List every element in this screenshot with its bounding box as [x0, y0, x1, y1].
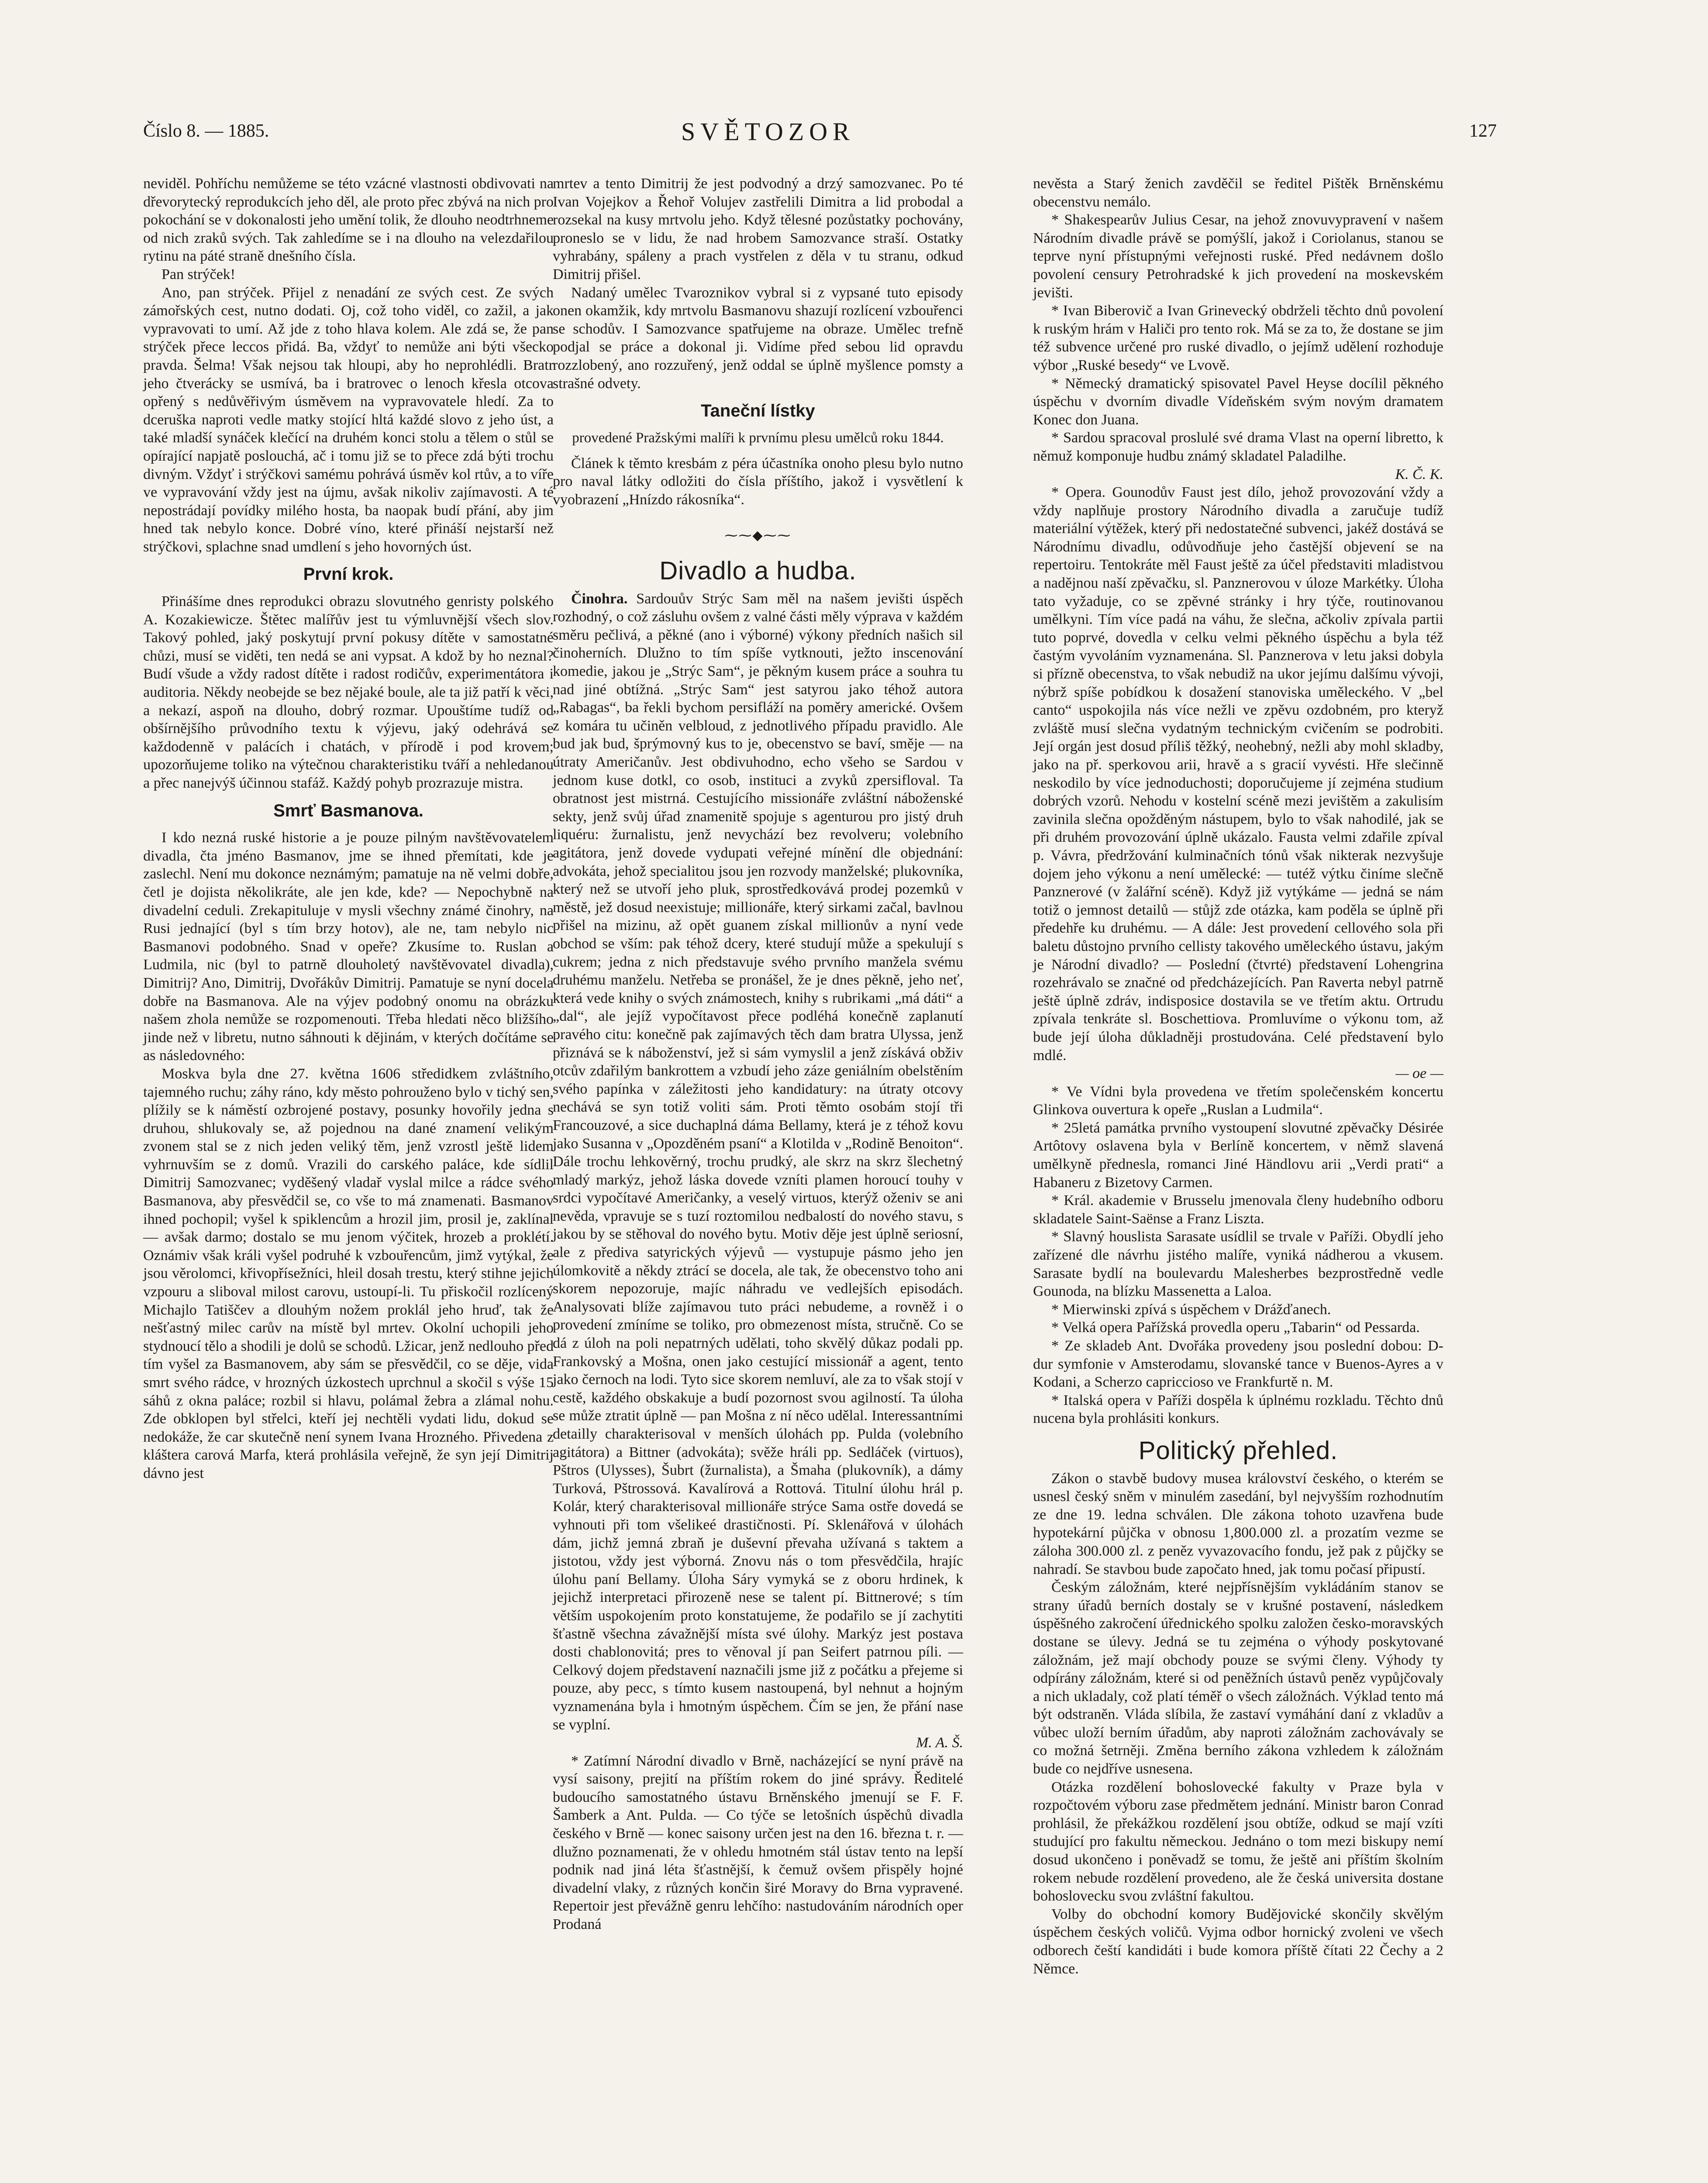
paragraph: * Sardou spracoval proslulé své drama Vlast na operní libretto, k němuž komponuje hudbu známý skladatel Paladilhe. [1033, 430, 1443, 464]
column-1 [143, 175, 554, 1483]
paragraph: Českým záložnám, které nejpřísnějším vykládáním stanov se strany úřadů berních dostaly se v krušné postavení, následkem úspěšného zakročení úřednického spolku založen česko-moravských dostane se úlevy. Jedná se tu zejména o výhody poskytované záložnám, jež mají obchody pouze se svými členy. Výhody ty odpírány záložnám, které si od peněžních ústavů peněz vypůjčovaly a nich ukladaly, což platí téměř o všech záložnách. Výklad tento má být odstraněn. Vláda slíbila, že zastaví vymáhání daní z vkladův a vůbec uloží berním úřadům, aby naproti záložnám zachovávaly se co možná šetrněji. Změna berního zákona vzhledem k záložnám bude co nejdříve usnesena. [1033, 1579, 1443, 1777]
column-3 [1033, 175, 1443, 1978]
paragraph: * Král. akademie v Brusselu jmenovala členy hudebního odboru skladatele Saint-Saënse a Franz Liszta. [1033, 1192, 1443, 1227]
paragraph: * Německý dramatický spisovatel Pavel Heyse docílil pěkného úspěchu v dvorním divadle Vídeňském svým novým dramatem Konec don Juana. [1033, 375, 1443, 428]
page-number: 127 [1469, 121, 1497, 141]
paragraph: * Slavný houslista Sarasate usídlil se trvale v Paříži. Obydlí jeho zařízené dle návrhu jistého malíře, vyniká nádherou a vkusem. Sarasate bydlí na boulevardu Malesherbes bezprostředně vedle Gounoda, na blízku Massenetta a Laloa. [1033, 1229, 1443, 1300]
section-heading: Taneční lístky [701, 401, 815, 421]
paragraph-text: Sardouův Strýc Sam měl na našem jevišti úspěch rozhodný, o což zásluhu ovšem z valné části měly výprava v každém směru pečlivá, a pěkné (ano i výborné) výkony předních našich sil činoherních. Dlužno to tím spíše vytknouti, ježto inscenování komedie, jakou je „Strýc Sam“, je pěkným kusem práce a souhra tu nad jiné obtížná. „Strýc Sam“ jest satyrou jako téhož autora „Rabagas“, ba řekli bychom persifláží na poměry americké. Ovšem z komára tu učiněn velbloud, z jednotlivého případu pravidlo. Ale bud jak bud, šprýmovný kus to je, obecenstvo se baví, směje — na útraty Američanův. Jest obdivuhodno, echo všeho se Sardou v jednom kuse dotkl, co osob, instituci a zvyků zpersifloval. Ta obratnost jest mistrná. Cestujícího missionáře zvláštní náboženské sekty, jenž svůj úřad znamenitě spojuje s agenturou pro jistý druh liquéru: žurnalistu, jenž nevychází bez revolveru; volebního agitátora, jenž dovede vydupati veřejné mínění dle objednání: advokáta, jehož specialitou jsou jen rozvody manželské; plukovníka, který než se utvoří jeho pluk, sprostředkovává prodej pozemků v městě, jež dosud neexistuje; millionáře, který sirkami začal, bavlnou přišel na mizinu, až opět guanem získal millionův a nyní vede obchod se vším: pak téhož dcery, které studují může a spekulují s cukrem; jedna z nich představuje svého prvního manžela svému druhému manželu. Netřeba se pronášel, že je dnes pěkně, jeho neť, která vede knihy o svých známostech, knihy s rubrikami „má dáti“ a „dal“, ale jejíž vypočítavost přece podléhá konečně zaplanutí pravého citu: konečně pak zajímavých těch dam bratra Ulyssa, jenž přiznává se k náboženství, jež si sám vymyslil a jenž získává obživ otcův zdařilým bankrottem a vzbudí jeho záze geniálním obelstěním svého papínka v záležitosti jeho kandidatury: na útraty otcovy nechává se syn totiž voliti sám. Proti těmto osobám stojí tři Francouzové, a sice duchaplná dáma Bellamy, která je z téhož kovu jako Susanna v „Opozděném psaní“ a Klotilda v „Rodině Benoiton“. Dále trochu lehkověrný, trochu prudký, ale skrz na skrz šlechetný mladý markýz, jehož láska dovede vzníti plamen horoucí touhy v srdci vypočítavé Američanky, a veselý virtuos, kterýž oženiv se ani nevěda, vpravuje se s tuzí roztomilou nedbalostí do nového stavu, s jakou by se stěhoval do nového bytu. Motiv děje jest úplně seriosní, ale z přediva satyrických výjevů — vystupuje pásmo jeho jen úlomkovitě a někdy ztrácí se docela, ale tak, že obecenstvo toho ani skorem nepozoruje, majíc náhradu ve vedlejších episodách. Analysovati blíže zajímavou tuto práci nebudeme, a rovněž i o provedení zmíníme se toliko, pro obmezenost místa, stručně. Co se dá z úloh na poli nepatrných udělati, toho skvělý důkaz podali pp. Frankovský a Mošna, onen jako cestující missionář a agent, tento jako černoch na lodi. Tyto sice skorem nemluví, ale za to však stojí v cestě, každého obskakuje a budí pozornost svou agilností. Ta úloha se může ztratit úplně — pan Mošna z ní něco udělal. Interessantními detailly charakterisoval v menších úlohách pp. Pulda (volebního agitátora) a Bittner (advokáta); svěže hráli pp. Sedláček (virtuos), Pštros (Ulysses), Šubrt (žurnalista), a Šmaha (plukovník), a dámy Turková, Pštrossová. Kavalírová a Rottová. Titulní úlohu hrál p. Kolár, který charakterisoval millionáře strýce Sama ostře dovedá se vyhnouti při tom všelikeé drastičnosti. Pí. Sklenářová v úlohách dám, jichž jemná zbraň je duševní převaha užívaná s taktem a jistotou, vždy jest výborná. Znovu nás o tom přesvědčila, hrajíc úlohu paní Bellamy. Úloha Sáry vymyká se z oboru hrdinek, k jejichž interpretaci přirozeně nese se talent pí. Bittnerové; s tím větším uspokojením proto konstatujeme, že podařilo se jí zachytiti šťastně všechna závažnější místa své úlohy. Markýz jest postava dosti chablonovitá; pres to věnoval jí pan Seifert patrnou píli. — Celkový dojem představení naznačili jsme již z počátku a přejeme si pouze, aby pecc, s tímto kusem nastoupená, byl nehnut a hojným vyznamenána byla i hmotným úspěchem. Čím se jen, že přání nase se vyplní. [553, 590, 963, 1733]
paragraph: Nadaný umělec Tvaroznikov vybral si z vypsané tuto episody onen okamžik, kdy mrtvolu Basmanovu shazují rozlícení vzbouřenci se schodův. I Samozvance spatřujeme na obraze. Umělec trefně podjal se práce a dokonal ji. Vidíme před sebou lid opravdu rozzlobený, ano rozzuřený, jenž oddal se úplně myšlence pomsty a strašné odvety. [553, 284, 963, 392]
paragraph: * Opera. Gounodův Faust jest dílo, jehož provozování vždy a vždy naplňuje prostory Národního divadla a zaručuje tudíž materiální výtěžek, který při nedostatečné subvenci, jakéž dostává se Národnímu divadlu, odůvodňuje jeho častější objevení se na repertoiru. Tentokráte měl Faust ještě za účel představiti mladistvou a nadějnou naší zpěvačku, sl. Panznerovou v úloze Markétky. Úloha tato vyžaduje, co se zpěvné stránky i hry týče, routinovanou umělkyni. Tím více padá na váhu, že slečna, ačkoliv zpívala partii tuto poprvé, dovedla v celku velmi pěkného úspěchu a byla též častým vyvoláním vyznamenána. Sl. Panznerova v letu jaksi dobyla si přízně obecenstva, to však nebudiž na ukor jejímu dalšímu vývoji, nýbrž spíše pobídkou k dosažení stanoviska uměleckého. V „bel canto“ uspokojila nás více nežli ve zpěvu ozdobném, pro kteryž zvláště musí slečna vydatným technickým cvičením se podrobiti. Její orgán jest dosud příliš těžký, neohebný, nežli aby mohl skladby, jako na př. sperkovou arii, hravě a s gracií vyvésti. Hře slečinně neskodilo by více jednoduchosti; doporučujeme jí zejména studium dobrých vzorů. Nehodu v kostelní scéně mezi jevištěm a zakulisím zavinila slečna opožděným nástupem, bylo to však nahodilé, jak se při druhém provozování úplně ukázalo. Fausta velmi zdařile zpíval p. Vávra, předržování kulminačních tónů však nikterak nezvyšuje dojem jeho výkonu a není umělecké: — tutéž výtku činíme slečně Panznerové (v žalářní scéně). Když již vytýkáme — jedná se nám totiž o jemnost detailů — stůjž zde otázka, kam poděla se úplně při předehře ku druhému. — A dále: Jest provedení cellového sola při baletu důstojno prvního cellisty takového uměleckého ústavu, jakým je Národní divadlo? — Poslední (čtvrté) představení Lohengrina rozehrávalo se značné od předcházejících. Pan Raverta nebyl patrně ještě úplně zdráv, indisposice dostavila se ve třetím aktu. Ortrudu zpívala tenkráte sl. Boschettiova. Promluvíme o výkonu tom, až bude její úloha důkladněji prostudována. Celé představení bylo mdlé. [1033, 484, 1443, 1064]
section-heading: Smrť Basmanova. [273, 801, 424, 820]
paragraph: Přinášíme dnes reprodukci obrazu slovutného genristy polského A. Kozakiewicze. Štětec malířův jest tu výmluvnější všech slov. Takový pohled, jaký poskytují první pokusy dítěte v samostatné chůzi, musí se viděti, ten nedá se ani vypsat. A kdož by ho neznal? Budí všude a vždy radost dítěte i radost rodičův, experimentátora i auditoria. Někdy neobejde se bez nějaké boule, ale ta již patří k věci, a nekazí, aspoň na dlouho, dobrý rozmar. Upouštíme tudíž od obšírnějšího průvodního textu k výjevu, jaký odehrává se každodenně v palácích i chatách, v přírodě i pod krovem; upozorňujeme toliko na výtečnou charakteristiku tváří a nehledanou a přec nanejvýš účinnou stafáž. Každý pohyb prozrazuje mistra. [143, 593, 554, 791]
paragraph: * Ivan Biberovič a Ivan Grinevecký obdrželi těchto dnů povolení k ruským hrám v Haliči pro tento rok. Má se za to, že dostane se jim též subvence určené pro ruské divadlo, o jejímž udělení rozhoduje výbor „Ruské besedy“ ve Lvově. [1033, 303, 1443, 373]
paragraph: Ano, pan strýček. Přijel z nenadání ze svých cest. Ze svých zámořských cest, nutno dodati. Oj, což toho viděl, co zažil, a jak vypravovati to umí. Až jde z toho hlava kolem. Ale zdá se, že pan strýček přece leccos přidá. Ba, vždyť to nemůže ani býti všecko pravda. Šelma! Však nejsou tak hloupi, aby ho neprohlédli. Bratr jeho čtverácky se usmívá, ba i bratrovec o lenoch křesla otcova opřený s nedůvěřivým úsměvem na vypravovatele hledí. Za to dceruška naproti vedle matky stojící hltá každé slovo z jeho úst, a také mladší synáček klečící na druhém konci stolu a tělem o stůl se opírající napjatě poslouchá, ač i tomu již se to přece zdá býti trochu divným. Vždyť i strýčkovi samému pohrává úsměv kol rtův, a to víře ve vypravování vždy jest na újmu, avšak nikoliv zajímavosti. A té nepostrádají povídky milého hosta, ba naopak budí přání, aby jim hned tak nebylo konce. Dobré víno, které přináší nejstarší než strýčkovi, splachne snad umdlení s jeho hovorných úst. [143, 284, 554, 555]
paragraph: mrtev a tento Dimitrij že jest podvodný a drzý samozvanec. Po té Ivan Vojejkov a Řehoř Volujev zastřelili Dimitra a lid probodal a rozsekal na kusy mrtvolu jeho. Když tělesné pozůstatky pochovány, proneslo se v lidu, že nad hrobem Samozvance straší. Ostatky vyhrabány, spáleny a prach vystřelen z děla v tu stranu, odkud Dimitrij přišel. [553, 176, 963, 282]
run-in-lead: Činohra. [571, 590, 628, 607]
section-heading: Divadlo a hudba. [659, 557, 857, 585]
paragraph: * 25letá památka prvního vystoupení slovutné zpěvačky Désirée Artôtovy oslavena byla v Berlíně koncertem, v němž slavená umělkyně přednesla, romanci Jiné Händlovu arii „Verdi prati“ a Habaneru z Bizetovy Carmen. [1033, 1119, 1443, 1191]
paragraph: * Mierwinski zpívá s úspěchem v Drážďanech. [1051, 1301, 1331, 1318]
paragraph: Moskva byla dne 27. května 1606 středidkem zvláštního, tajemného ruchu; záhy ráno, kdy město pohrouženo bylo v tichý sen, plížily se k náměstí ozbrojené postavy, posunky hovořily jedna s druhou, shlukovaly se, až pojednou na dané znamení velikým zvonem stal se z nich jeden veliký těm, jenž vzrostl ještě lidem vyhrnuvším se z domů. Vrazili do carského paláce, kde sídlil Dimitrij Samozvanec; vyděšený vladař vyslal milce a rádce svého Basmanova, aby přesvědčil se, co vše to má znamenati. Basmanov ihned pochopil; vyšel k spiklencům a hrozil jim, prosil je, zaklínal — avšak darmo; dostalo se mu jenom výčitek, hrozeb a proklétí. Oznámiv však králi vyšel podruhé k vzbouřencům, jimž vytýkal, že jsou věrolomci, křivopřísežníci, hleil dosah trestu, který stihne jejich vzpouru a sliboval milost carovu, ustoupí-li. Tu přiskočil rozlícený Michajlo Tatiščev a dlouhým nožem proklál jeho hruď, tak že nešťastný milec carův na místě byl mrtev. Okolní uchopili jeho stydnoucí tělo a shodili je dolů se schodů. Lžicar, jenž nedlouho před tím vyšel za Basmanovem, aby sám se přesvědčil, co se děje, vida smrt svého rádce, v hrozných úzkostech uprchnul a skočil s výše 15 sáhů z okna paláce; rozbil si hlavu, polámal žebra a zlámal nohu. Zde obklopen byl střelci, kteří jej nechtěli vydati lidu, dokud se nedokáže, že car skutečně není synem Ivana Hrozného. Přivedena z kláštera carová Marfa, která prohlásila veřejně, že syn její Dimitrij dávno jest [143, 1065, 554, 1481]
paragraph: * Shakespearův Julius Cesar, na jehož znovuvypravení v našem Národním divadle právě se pomýšlí, jakož i Coriolanus, stanou se teprve nyní přístupnými veřejnosti ruské. Před nedávnem došlo povolení censury Petrohradské k jich provedení na moskevském jevišti. [1033, 212, 1443, 301]
paragraph [553, 590, 963, 1734]
author-signature: M. A. Š. [916, 1735, 963, 1751]
paragraph: Pan strýček! [162, 266, 236, 282]
paragraph: Zákon o stavbě budovy musea království českého, o kterém se usnesl český sněm v minulém zasedání, byl nejvyšším rozhodnutím ze dne 19. ledna schválen. Dle zákona tohoto uzavřena bude hypotekární půjčka v obnosu 1,800.000 zl. a prozatím vezme se záloha 300.000 zl. z peněz vyvazovacího fondu, jež pak z půjčky se nahradí. Se stavbou bude započato hned, jak tomu počasí připustí. [1033, 1470, 1443, 1577]
paragraph: * Velká opera Pařížská provedla operu „Tabarin“ od Pessarda. [1051, 1319, 1420, 1336]
page-header [143, 117, 1497, 151]
section-subtitle: provedené Pražskými malíři k prvnímu plesu umělců roku 1844. [572, 430, 944, 446]
author-signature: — oe — [1395, 1065, 1443, 1082]
ornament-divider: ⁓⁓◆⁓⁓ [724, 528, 792, 543]
author-signature: K. Č. K. [1395, 466, 1443, 482]
issue-label: Číslo 8. — 1885. [143, 121, 269, 141]
paragraph: * Zatímní Národní divadlo v Brně, nacházející se nyní právě na vysí saisony, prejití na příštím rokem do jiné správy. Ředitelé budoucího samostatného ústavu Brněnského jmenují se F. F. Šamberk a Ant. Pulda. — Co týče se letošních úspěchů divadla českého v Brně — konec saisony určen jest na den 16. března t. r. — dlužno poznamenati, že v ohledu hmotném stál ústav tento na lepší podnik nad jiná léta šťastnější, k čemuž ovšem přispěly hojné divadelní vlaky, z různých končin širé Moravy do Brna vypravené. Repertoir jest převážně genru lehčího: nastudováním národních oper Prodaná [553, 1753, 963, 1933]
paragraph: * Italská opera v Paříži dospěla k úplnému rozkladu. Těchto dnů nucena byla prohlásiti konkurs. [1033, 1392, 1443, 1427]
masthead-title: SVĚTOZOR [681, 117, 855, 146]
column-2 [553, 175, 963, 1934]
paragraph: * Ze skladeb Ant. Dvořáka provedeny jsou poslední dobou: D-dur symfonie v Amsterodamu, slovanské tance v Buenos-Ayres a v Kodani, a Scherzo capriccioso ve Frankfurtě n. M. [1033, 1338, 1443, 1391]
paragraph: Otázka rozdělení bohoslovecké fakulty v Praze byla v rozpočtovém výboru zase předmětem jednání. Ministr baron Conrad prohlásil, že překážkou rozdělení jsou obtíže, odkud se mají vzíti studující pro fakultu německou. Jednáno o tom mezi biskupy nemí dosud ukončeno i poněvadž se tomu, že ještě ani příštím školním rokem nebude rozdělení provedeno, ale že česká universita dostane bohoslovecku svou zvláštní fakultou. [1033, 1779, 1443, 1904]
paragraph: Článek k těmto kresbám z péra účastníka onoho plesu bylo nutno pro naval látky odložiti do čísla příštího, jakož i vysvětlení k vyobrazení „Hnízdo rákosníka“. [553, 455, 963, 508]
section-heading: První krok. [303, 565, 394, 584]
paragraph: * Ve Vídni byla provedena ve třetím společenském koncertu Glinkova ouvertura k opeře „Ruslan a Ludmila“. [1033, 1083, 1443, 1118]
paragraph: Volby do obchodní komory Budějovické skončily skvělým úspěchem českých voličů. Vyjma odbor hornický zvoleni ve všech odborech čeští kandidáti i bude komora příště čítati 22 Čechy a 2 Němce. [1033, 1906, 1443, 1977]
paragraph: I kdo nezná ruské historie a je pouze pilným navštěvovatelem divadla, čta jméno Basmanov, jme se ihned přemítati, kde je zaslechl. Není mu dokonce neznámým; pamatuje na ně velmi dobře, četl je dojista několikráte, ale jen kde, kde? — Nepochybně na divadelní ceduli. Zrekapituluje v mysli všechny známé činohry, na Rusi jednající (byl s tím brzy hotov), ale ne, tam nebylo nic Basmanovi podobného. Snad v opeře? Zkusíme to. Ruslan a Ludmila, nic (byl to patrně dlouholetý navštěvovatel divadla), Dimitrij? Ano, Dimitrij, Dvořákův Dimitrij. Pamatuje se nyní docela dobře na Basmanova. Ale na výjev podobný onomu na obrázku našem zhola nemůže se rozpomenouti. Třeba hledati něco bližšího jinde než v libretu, nutno sáhnouti k dějinám, v kterých dočítáme se as následovného: [143, 830, 554, 1064]
paragraph: nevěsta a Starý ženich zavděčil se ředitel Pištěk Brněnskému obecenstvu nemálo. [1033, 176, 1443, 210]
paragraph: neviděl. Pohříchu nemůžeme se této vzácné vlastnosti obdivovati na dřevorytecký reprodukcích jeho děl, ale proto přec zbývá na nich pro pokochání se v dokonalosti jeho umění tolik, že dlouho neodtrhneme od nich zraků svých. Tak zahledíme se i na dlouho na velezdařilou rytinu na páté straně dnešního čísla. [143, 176, 554, 265]
section-heading: Politický přehled. [1138, 1436, 1338, 1465]
